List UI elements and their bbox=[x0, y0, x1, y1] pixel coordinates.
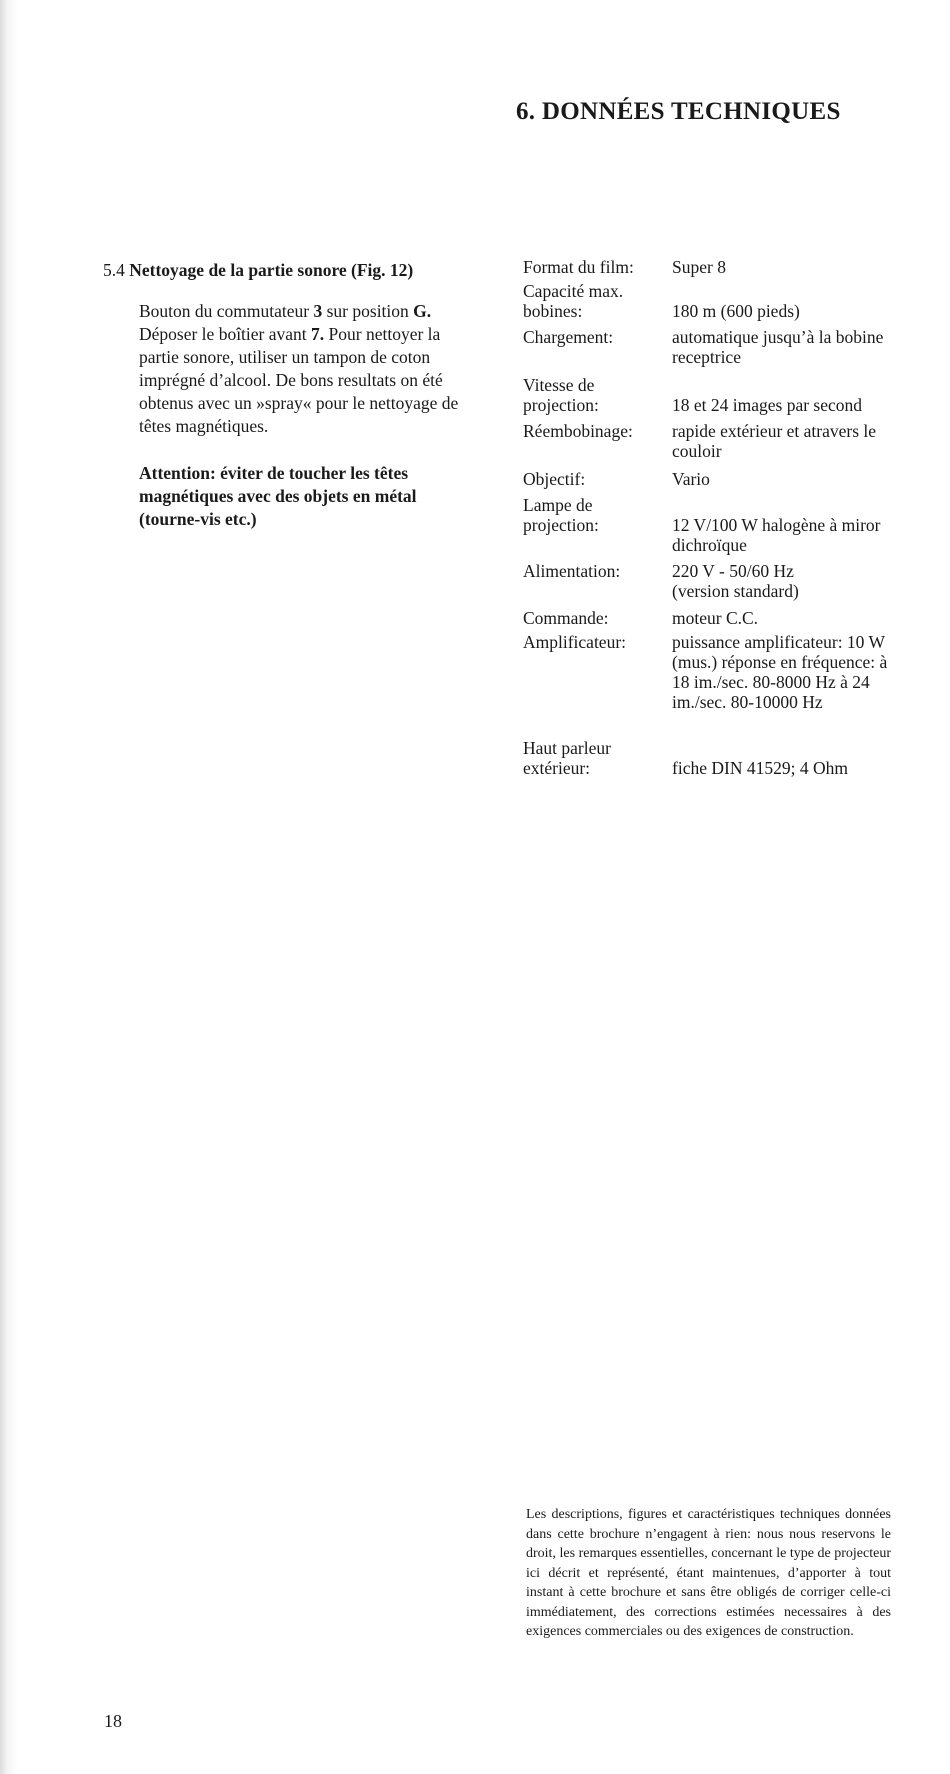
spec-value: rapide extérieur et atravers le couloir bbox=[672, 421, 877, 461]
spec-label: Objectif: bbox=[523, 469, 586, 489]
spec-row bbox=[523, 421, 943, 461]
paragraph-text: Déposer le boîtier avant bbox=[139, 324, 312, 344]
paragraph-text: Pour nettoyer la partie sonore, utiliser un tampon de coton imprégné d’alcool. De bons resultats on été obtenus avec un »spray« pour le nettoyage de têtes magnétiques. bbox=[139, 324, 459, 436]
spec-row bbox=[523, 632, 943, 732]
spec-value: 12 V/100 W halogène à miror dichroïque bbox=[672, 515, 881, 555]
spec-label: Réembobinage: bbox=[523, 421, 633, 441]
spec-value: 220 V - 50/60 Hz (version standard) bbox=[672, 561, 799, 601]
section-paragraph bbox=[139, 300, 483, 438]
spec-value: puissance amplificateur: 10 W (mus.) réponse en fréquence: à 18 im./sec. 80-8000 Hz à 24 im./sec. 80-10000 Hz bbox=[672, 632, 888, 712]
spec-value: moteur C.C. bbox=[672, 608, 759, 628]
spec-label: Vitesse de projection: bbox=[523, 375, 599, 415]
spec-label: Alimentation: bbox=[523, 561, 621, 581]
page-edge-shadow bbox=[0, 0, 18, 1774]
paragraph-text: Bouton du commutateur bbox=[139, 301, 314, 321]
spec-row bbox=[523, 495, 943, 555]
spec-label: Format du film: bbox=[523, 257, 634, 277]
spec-label: Capacité max. bobines: bbox=[523, 281, 624, 321]
spec-label: Lampe de projection: bbox=[523, 495, 599, 535]
spec-label: Amplificateur: bbox=[523, 632, 627, 652]
position-letter: G. bbox=[413, 301, 432, 321]
section-heading-text: Nettoyage de la partie sonore (Fig. 12) bbox=[129, 260, 414, 280]
disclaimer-footnote: Les descriptions, figures et caractéristiques techniques données dans cette brochure n’engagent à rien: nous nous reservons le droit, les remarques essentielles, concernant le type de projecteur ici décrit et représenté, étant maintenues, d’apporter à tout instant à cette brochure et sans être obligés de corriger celle-ci immédiatement, des corrections estimées necessaires à des exigences commerciales ou des exigences de construction. bbox=[526, 1507, 891, 1639]
section-heading bbox=[103, 258, 483, 282]
spec-label: Chargement: bbox=[523, 327, 614, 347]
spec-row bbox=[523, 738, 943, 778]
spec-value: 180 m (600 pieds) bbox=[672, 301, 800, 321]
spec-row bbox=[523, 327, 943, 367]
spec-row bbox=[523, 469, 943, 489]
spec-value: Vario bbox=[672, 469, 710, 489]
spec-table bbox=[523, 257, 943, 778]
spec-value: fiche DIN 41529; 4 Ohm bbox=[672, 758, 848, 778]
warning-note: Attention: éviter de toucher les têtes magnétiques avec des objets en métal (tourne-vis etc.) bbox=[139, 463, 417, 529]
cleaning-section bbox=[103, 258, 483, 531]
section-number: 5.4 bbox=[103, 260, 125, 280]
spec-row bbox=[523, 257, 943, 277]
paragraph-text: sur position bbox=[322, 301, 414, 321]
spec-row bbox=[523, 375, 943, 415]
spec-value: Super 8 bbox=[672, 257, 726, 277]
spec-row bbox=[523, 281, 943, 321]
housing-number: 7. bbox=[311, 324, 325, 344]
page-number: 18 bbox=[104, 1711, 122, 1731]
spec-label: Haut parleur extérieur: bbox=[523, 738, 611, 778]
switch-number: 3 bbox=[313, 301, 323, 321]
spec-value: automatique jusqu’à la bobine receptrice bbox=[672, 327, 884, 367]
page-title: 6. DONNÉES TECHNIQUES bbox=[516, 98, 841, 125]
spec-label: Commande: bbox=[523, 608, 609, 628]
spec-value: 18 et 24 images par second bbox=[672, 395, 863, 415]
spec-row bbox=[523, 561, 943, 601]
spec-row bbox=[523, 608, 943, 628]
